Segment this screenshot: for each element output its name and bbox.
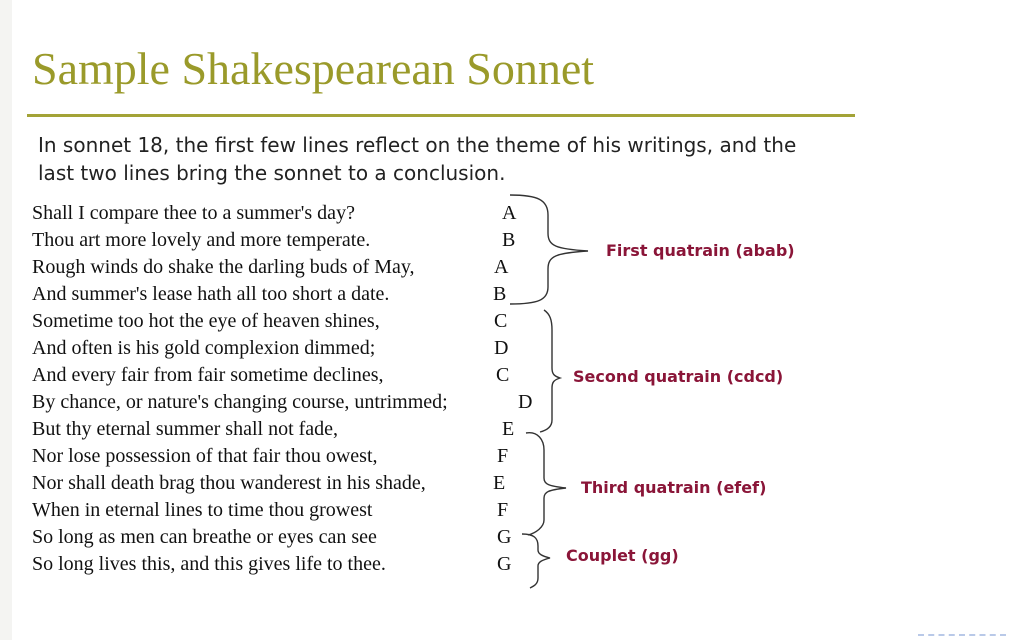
rhyme-letter: G [497, 553, 512, 575]
rhyme-letter: A [494, 256, 509, 278]
couplet-label: Couplet (gg) [566, 546, 679, 565]
rhyme-letter: E [502, 418, 515, 440]
second-quatrain-brace [540, 310, 560, 432]
sonnet-line: Nor lose possession of that fair thou owest, [32, 445, 378, 467]
sonnet-line: Sometime too hot the eye of heaven shines, [32, 310, 380, 332]
selection-dash-mark [918, 634, 1006, 636]
sonnet-line: And every fair from fair sometime declines, [32, 364, 384, 386]
sonnet-line: And often is his gold complexion dimmed; [32, 337, 376, 359]
rhyme-letter: F [497, 445, 509, 467]
rhyme-letter: C [496, 364, 510, 386]
sonnet-line: And summer's lease hath all too short a date. [32, 283, 390, 305]
sonnet-line: Shall I compare thee to a summer's day? [32, 202, 355, 224]
rhyme-letter: A [502, 202, 517, 224]
sonnet-line: Rough winds do shake the darling buds of May, [32, 256, 415, 278]
third-quatrain-label: Third quatrain (efef) [581, 478, 767, 497]
rhyme-letter: C [494, 310, 508, 332]
second-quatrain-label: Second quatrain (cdcd) [573, 367, 784, 386]
sonnet-line: But thy eternal summer shall not fade, [32, 418, 339, 440]
sonnet-line: Thou art more lovely and more temperate. [32, 229, 371, 251]
first-quatrain-brace [510, 195, 588, 304]
rhyme-letter: B [493, 283, 507, 305]
sonnet-line: So long as men can breathe or eyes can see [32, 526, 377, 548]
first-quatrain-label: First quatrain (abab) [606, 241, 795, 260]
sonnet-line: By chance, or nature's changing course, untrimmed; [32, 391, 448, 413]
rhyme-letter: D [518, 391, 533, 413]
third-quatrain-brace [526, 433, 566, 535]
couplet-brace [522, 534, 550, 588]
intro-text: In sonnet 18, the first few lines reflect on the theme of his writings, and the last two lines bring the sonnet to a conclusion. [38, 133, 797, 185]
sonnet-line: When in eternal lines to time thou growest [32, 499, 373, 521]
slide-title: Sample Shakespearean Sonnet [32, 43, 595, 94]
rhyme-letter: B [502, 229, 516, 251]
rhyme-letter: G [497, 526, 512, 548]
sonnet-line: So long lives this, and this gives life to thee. [32, 553, 386, 575]
rhyme-letter: E [493, 472, 506, 494]
rhyme-letter: D [494, 337, 509, 359]
sonnet-line: Nor shall death brag thou wanderest in his shade, [32, 472, 426, 494]
rhyme-letter: F [497, 499, 509, 521]
